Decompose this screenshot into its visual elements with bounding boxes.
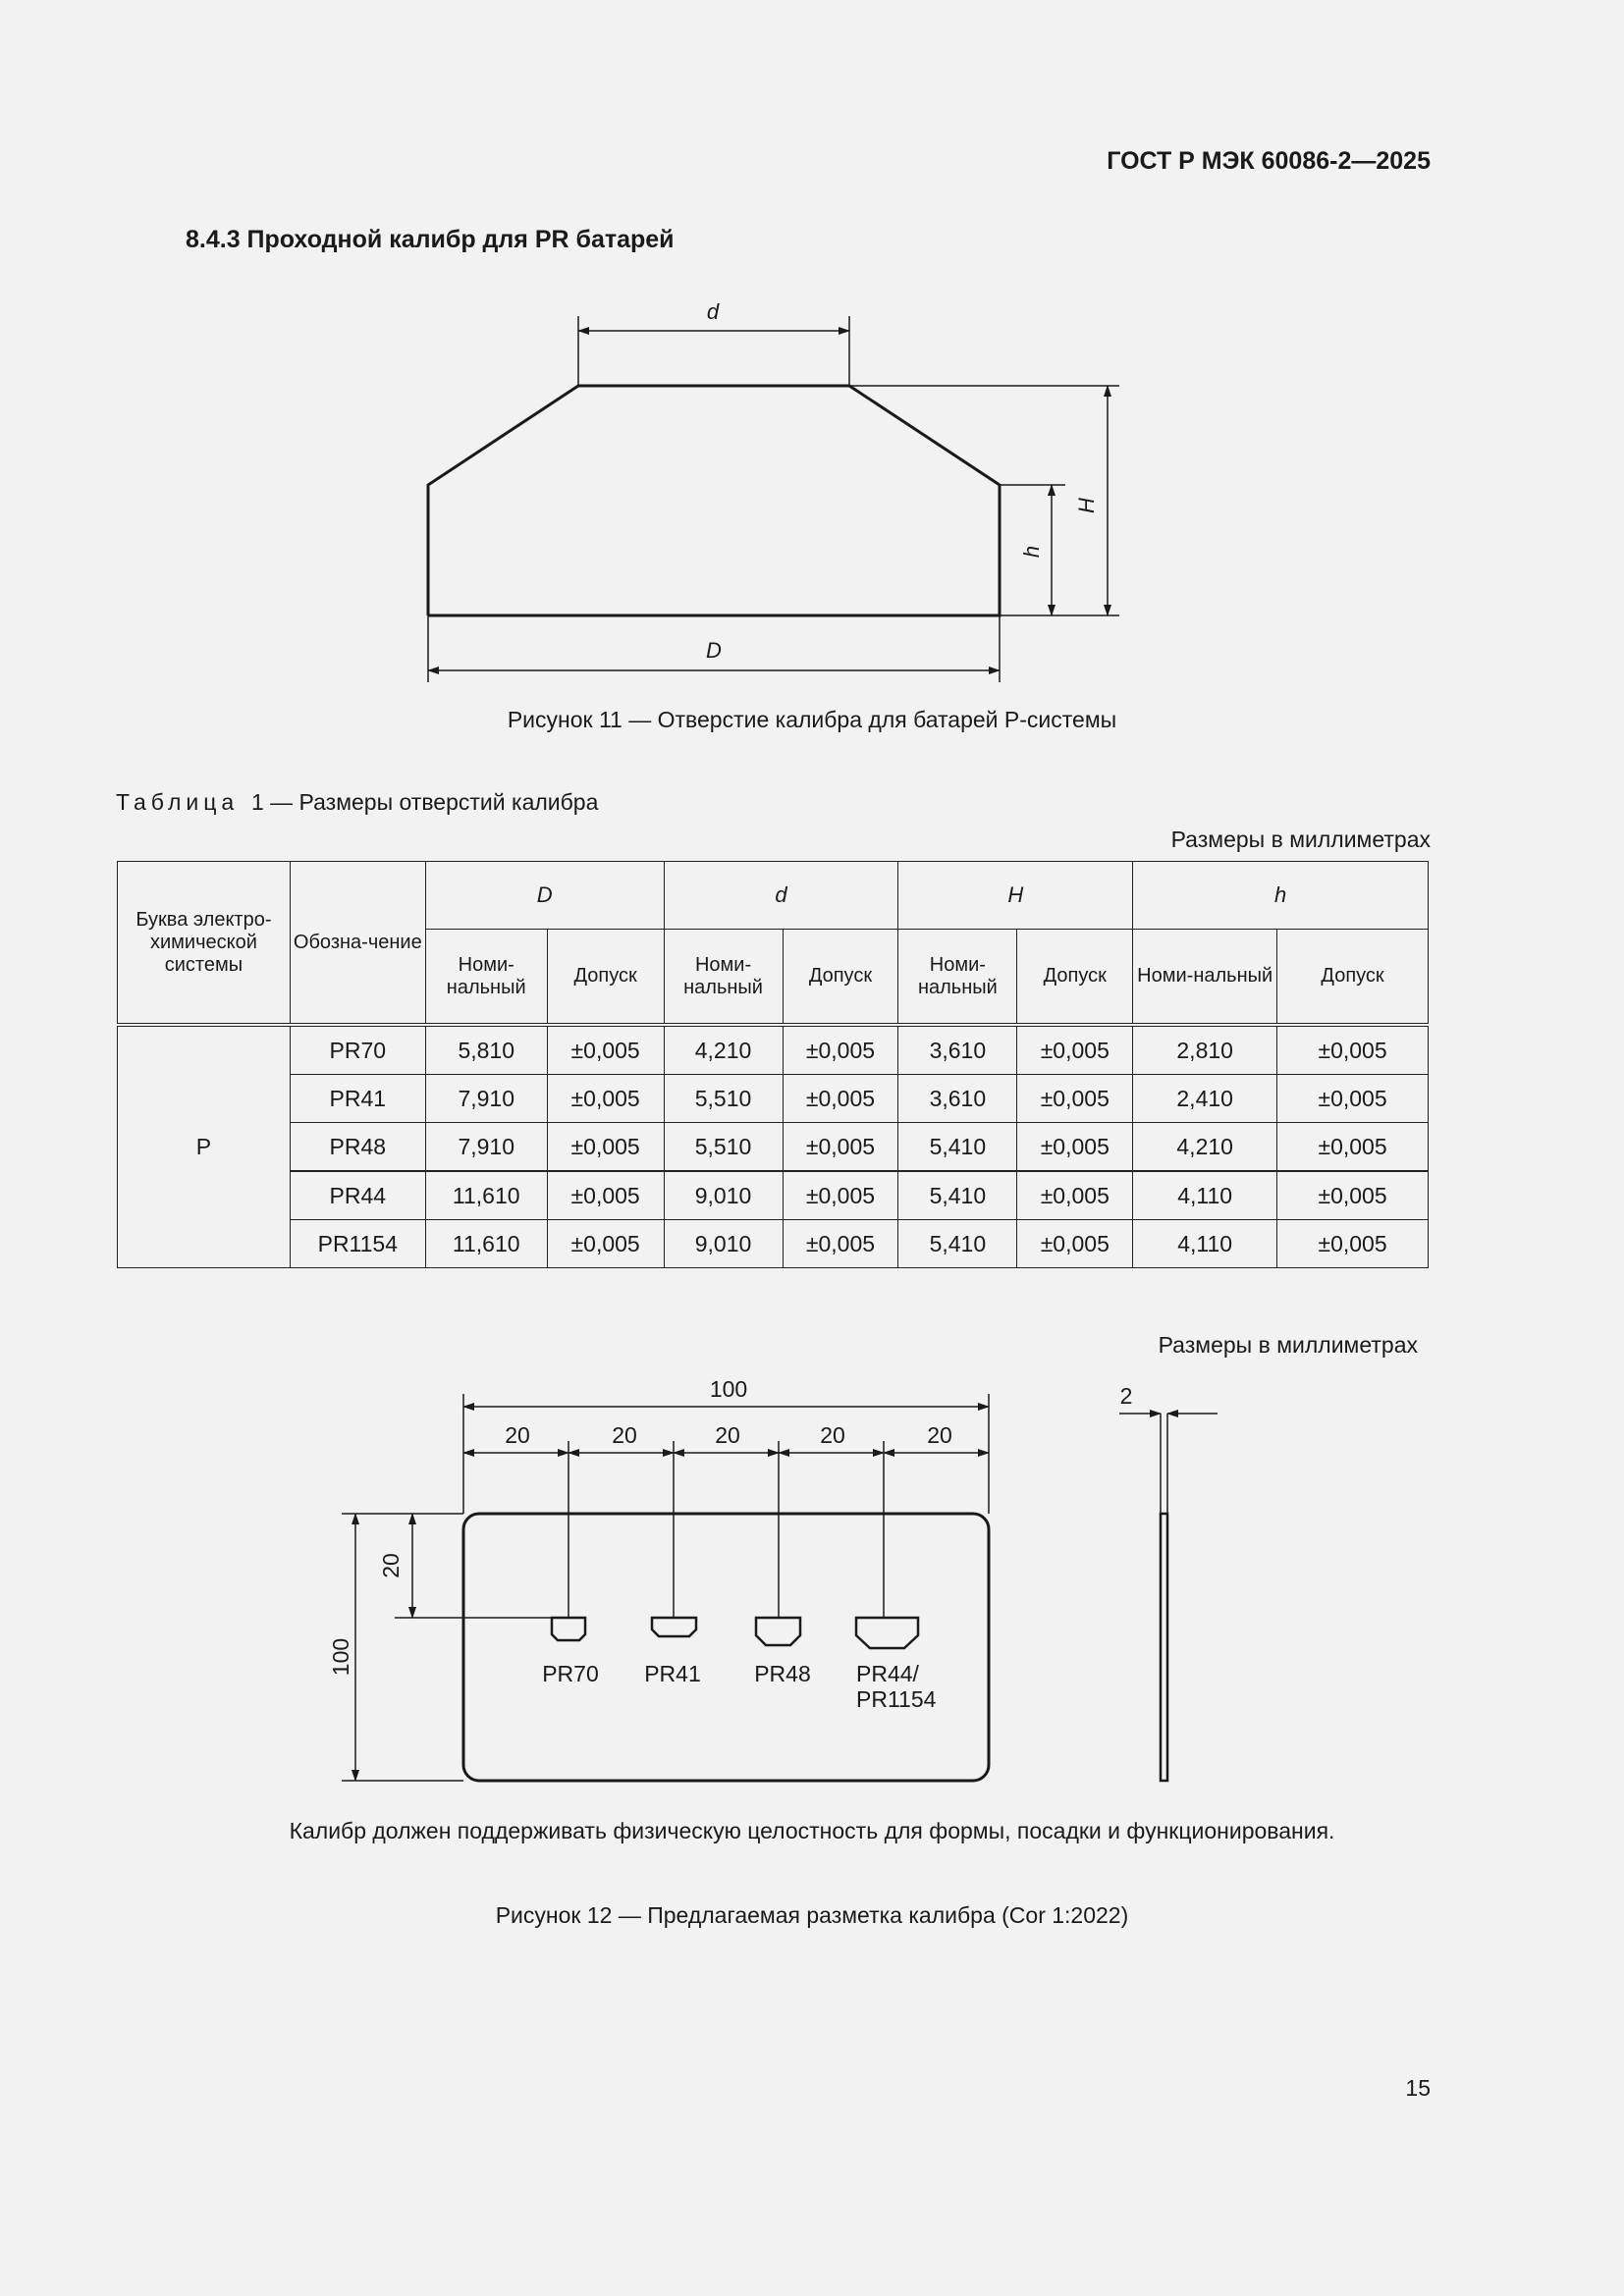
table-cell: 2,810 — [1133, 1025, 1277, 1075]
table-cell: PR41 — [290, 1075, 425, 1123]
header-nominal: Номи-нальный — [664, 930, 783, 1026]
table-cell: ±0,005 — [783, 1171, 898, 1220]
label-d: d — [706, 299, 720, 324]
table-cell: 5,810 — [425, 1025, 547, 1075]
table-title-word: Таблица — [116, 789, 240, 815]
table-cell: 5,510 — [664, 1075, 783, 1123]
slot-pr41 — [652, 1618, 696, 1636]
table-cell: ±0,005 — [1017, 1025, 1133, 1075]
table-row — [118, 1025, 1429, 1075]
document-header: ГОСТ Р МЭК 60086-2—2025 — [1107, 147, 1431, 175]
page-number: 15 — [1405, 2075, 1431, 2101]
table-cell: 5,510 — [664, 1123, 783, 1172]
table-cell: ±0,005 — [1277, 1171, 1429, 1220]
header-nominal: Номи-нальный — [1133, 930, 1277, 1026]
dim-pitch: 20 — [505, 1422, 530, 1448]
system-letter-cell: P — [118, 1025, 291, 1268]
gauge-dimensions-table — [117, 861, 1429, 1268]
header-d: d — [664, 862, 898, 930]
table-cell: 11,610 — [425, 1220, 547, 1268]
figure-11-drawing — [0, 0, 1624, 746]
header-h: h — [1133, 862, 1429, 930]
table-cell: 5,410 — [898, 1220, 1017, 1268]
dim-thickness: 2 — [1119, 1383, 1133, 1409]
label-D: D — [706, 638, 722, 663]
table-cell: ±0,005 — [1017, 1220, 1133, 1268]
slot-pr48 — [756, 1618, 800, 1645]
section-title: 8.4.3 Проходной калибр для PR батарей — [186, 226, 675, 253]
table-row — [118, 1220, 1429, 1268]
header-designation: Обозна-чение — [290, 862, 425, 1026]
gauge-plate — [463, 1514, 989, 1781]
table-row — [118, 1075, 1429, 1123]
table-cell: 5,410 — [898, 1171, 1017, 1220]
header-tolerance: Допуск — [1277, 930, 1429, 1026]
header-H: H — [898, 862, 1133, 930]
table-cell: 7,910 — [425, 1123, 547, 1172]
slot-label-pr1154: PR1154 — [856, 1686, 937, 1712]
table-cell: ±0,005 — [547, 1123, 664, 1172]
header-nominal: Номи-нальный — [898, 930, 1017, 1026]
table-cell: ±0,005 — [783, 1025, 898, 1075]
table-cell: PR44 — [290, 1171, 425, 1220]
dim-total-width: 100 — [709, 1376, 748, 1402]
table-title — [116, 789, 598, 816]
table-cell: 7,910 — [425, 1075, 547, 1123]
header-tolerance: Допуск — [783, 930, 898, 1026]
table-cell: ±0,005 — [1017, 1075, 1133, 1123]
header-system: Буква электро-химической системы — [118, 862, 291, 1026]
table-cell: 4,110 — [1133, 1220, 1277, 1268]
table-cell: ±0,005 — [1017, 1123, 1133, 1172]
header-tolerance: Допуск — [1017, 930, 1133, 1026]
dim-pitch: 20 — [612, 1422, 637, 1448]
table-cell: 9,010 — [664, 1220, 783, 1268]
table-cell: PR48 — [290, 1123, 425, 1172]
dim-pitch: 20 — [820, 1422, 845, 1448]
table-cell: ±0,005 — [783, 1123, 898, 1172]
slot-label-pr48: PR48 — [754, 1661, 811, 1686]
gauge-side-view — [1161, 1514, 1167, 1781]
slot-pr44-pr1154 — [856, 1618, 918, 1648]
label-H: H — [1074, 498, 1099, 513]
table-cell: 4,210 — [1133, 1123, 1277, 1172]
figure-12-note: Калибр должен поддерживать физическую целостность для формы, посадки и функционирования. — [289, 1818, 1335, 1843]
dim-pitch: 20 — [927, 1422, 952, 1448]
table-title-rest: 1 — Размеры отверстий калибра — [250, 789, 599, 815]
header-tolerance: Допуск — [547, 930, 664, 1026]
table-cell: ±0,005 — [1277, 1123, 1429, 1172]
table-cell: 5,410 — [898, 1123, 1017, 1172]
table-cell: ±0,005 — [1017, 1171, 1133, 1220]
dim-height: 100 — [328, 1637, 353, 1677]
slot-label-pr41: PR41 — [644, 1661, 701, 1686]
dim-offset: 20 — [378, 1553, 404, 1578]
table-row — [118, 1171, 1429, 1220]
label-h: h — [1019, 545, 1044, 559]
table-cell: PR70 — [290, 1025, 425, 1075]
table-row — [118, 1123, 1429, 1172]
table-cell: 11,610 — [425, 1171, 547, 1220]
figure-12-caption: Рисунок 12 — Предлагаемая разметка калибра (Cor 1:2022) — [495, 1902, 1129, 1928]
figure-11-caption: Рисунок 11 — Отверстие калибра для батарей P-системы — [507, 707, 1117, 732]
table-cell: ±0,005 — [1277, 1220, 1429, 1268]
table-cell: ±0,005 — [783, 1220, 898, 1268]
table-cell: 2,410 — [1133, 1075, 1277, 1123]
dim-pitch: 20 — [715, 1422, 740, 1448]
table-cell: PR1154 — [290, 1220, 425, 1268]
header-D: D — [425, 862, 664, 930]
table-cell: ±0,005 — [547, 1220, 664, 1268]
table-cell: ±0,005 — [547, 1025, 664, 1075]
table-cell: ±0,005 — [1277, 1075, 1429, 1123]
figure-12-drawing — [0, 1355, 1624, 1806]
figure-12-units: Размеры в миллиметрах — [1158, 1332, 1418, 1358]
table-cell: 9,010 — [664, 1171, 783, 1220]
table-units: Размеры в миллиметрах — [1170, 827, 1431, 852]
table-cell: 4,110 — [1133, 1171, 1277, 1220]
table-cell: 4,210 — [664, 1025, 783, 1075]
header-nominal: Номи-нальный — [425, 930, 547, 1026]
table-cell: ±0,005 — [783, 1075, 898, 1123]
table-cell: ±0,005 — [1277, 1025, 1429, 1075]
table-cell: 3,610 — [898, 1025, 1017, 1075]
slot-pr70 — [552, 1618, 585, 1640]
table-cell: ±0,005 — [547, 1171, 664, 1220]
table-cell: 3,610 — [898, 1075, 1017, 1123]
slot-label-pr70: PR70 — [542, 1661, 599, 1686]
gauge-profile — [428, 386, 1000, 615]
slot-label-pr44: PR44/ — [856, 1661, 919, 1686]
table-cell: ±0,005 — [547, 1075, 664, 1123]
